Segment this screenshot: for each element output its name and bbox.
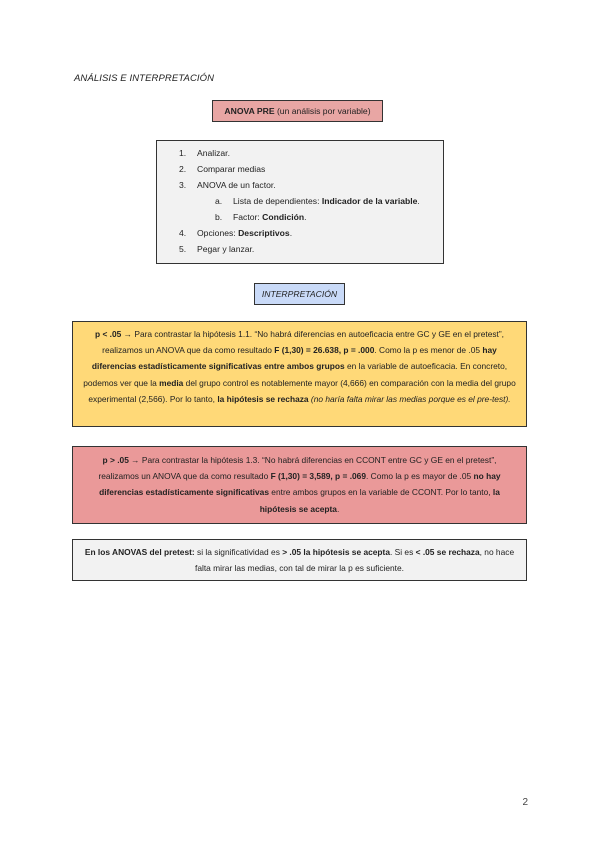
interpretation-ccont: p > .05 → Para contrastar la hipótesis 1.3. “No habrá diferencias en CCONT entre GC y GE en el pretest”, realizamos un ANOVA que da como resultado F (1,30) = 3,589, p = .069. Como la p es mayor de .05 no hay diferencias estadísticamente significativas entre ambos grupos en la variable de CCONT. Por lo tanto, la hipótesis se acepta. <box>72 446 527 524</box>
step-item: 2. Comparar medias <box>179 164 266 174</box>
step-item: 4. Opciones: Descriptivos. <box>179 228 293 238</box>
anova-pretest-rule: En los ANOVAS del pretest: si la significatividad es > .05 la hipótesis se acepta. Si es < .05 se rechaza, no hace falta mirar las medias, con tal de mirar la p es suficiente. <box>72 539 527 581</box>
section-title: ANÁLISIS E INTERPRETACIÓN <box>74 73 215 84</box>
interpretation-label: INTERPRETACIÓN <box>254 283 345 305</box>
step-item: 1. Analizar. <box>179 148 230 158</box>
page-number: 2 <box>522 797 528 808</box>
steps-box <box>156 140 444 264</box>
step-subitem: a. Lista de dependientes: Indicador de la variable. <box>215 196 420 206</box>
step-item: 3. ANOVA de un factor. <box>179 180 276 190</box>
interpretation-autoeficacia: p < .05 → Para contrastar la hipótesis 1.1. “No habrá diferencias en autoeficacia entre GC y GE en el pretest”, realizamos un ANOVA que da como resultado F (1,30) = 26.638, p = .000. Como la p es menor de .05 hay diferencias estadísticamente significativas entre ambos grupos en la variable de autoeficacia. En concreto, podemos ver que la media del grupo control es notablemente mayor (4,666) en comparación con la media del grupo experimental (2,566). Por lo tanto, la hipótesis se rechaza (no haría falta mirar las medias porque es el pre-test). <box>72 321 527 427</box>
anova-pre-box <box>212 100 383 122</box>
anova-pre-title: ANOVA PRE <box>224 106 275 116</box>
step-item: 5. Pegar y lanzar. <box>179 244 255 254</box>
step-subitem: b. Factor: Condición. <box>215 212 307 222</box>
anova-pre-subtitle: (un análisis por variable) <box>274 106 371 116</box>
